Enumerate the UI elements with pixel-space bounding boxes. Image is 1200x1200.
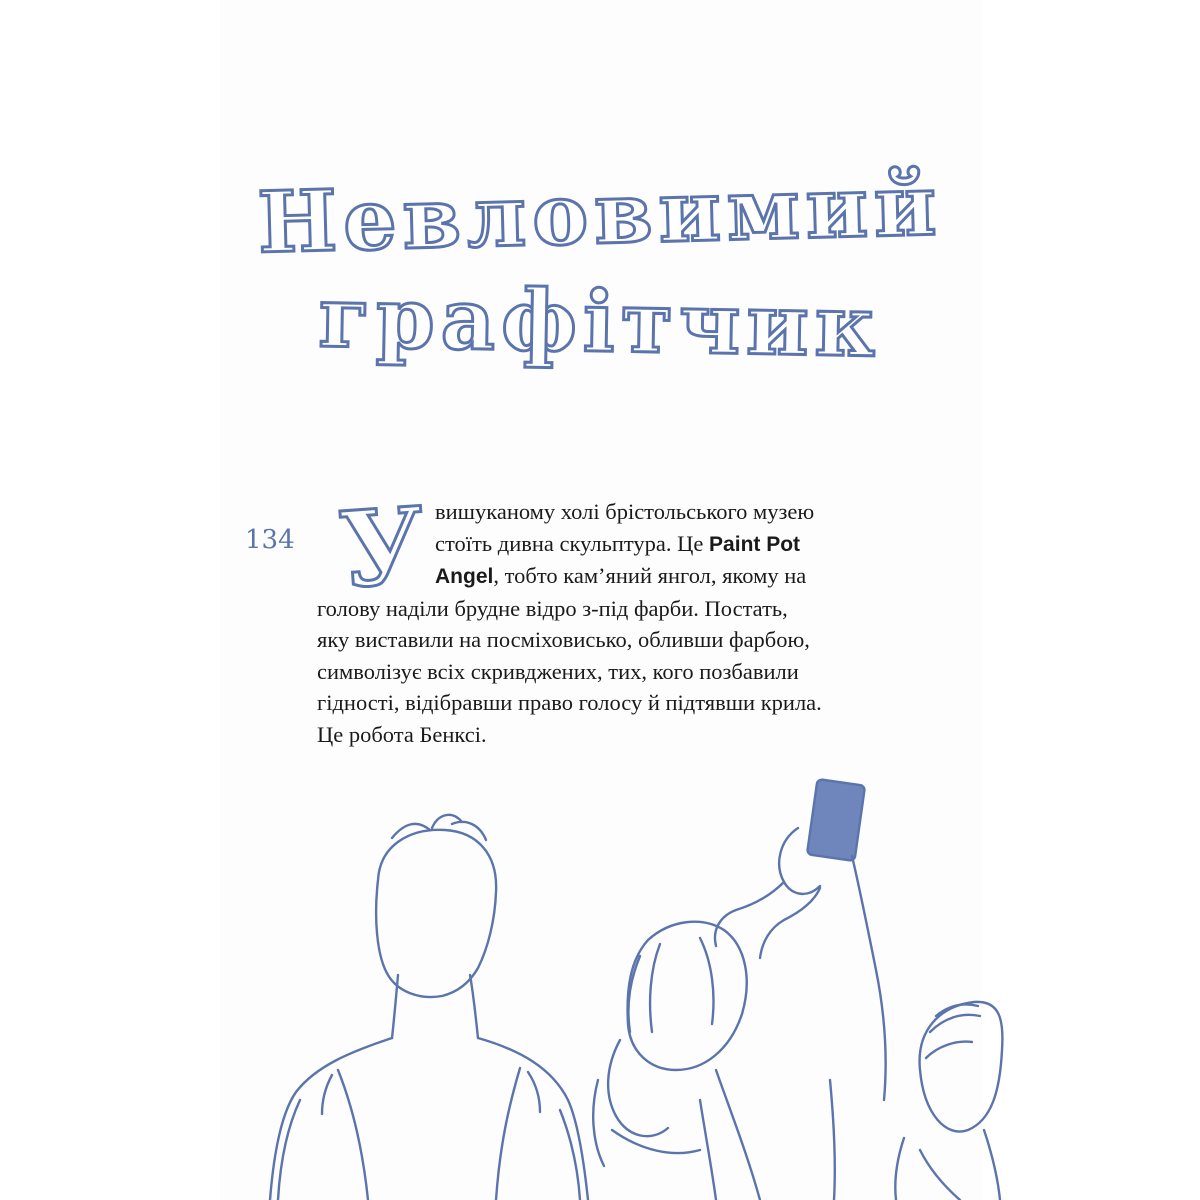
boy-figure xyxy=(270,815,588,1200)
girl-figure xyxy=(593,779,885,1200)
paragraph-text: стоїть дивна скульптура. Це xyxy=(435,530,710,556)
third-figure xyxy=(895,1002,1002,1200)
body-paragraph xyxy=(317,496,897,750)
artwork-name: Paint Pot xyxy=(709,532,801,556)
paragraph-line xyxy=(317,560,897,593)
paragraph-line: символізує всіх скривджених, тих, кого позбавили xyxy=(317,658,799,684)
paragraph-line: гідності, відібравши право голосу й підтявши крила. xyxy=(317,690,822,715)
artwork-name: Angel xyxy=(435,565,494,588)
visitors-illustration xyxy=(0,770,1200,1200)
paragraph-line: голову наділи брудне відро з-під фарби. Постать, xyxy=(317,595,788,621)
paragraph-line xyxy=(317,528,897,561)
page-number: 134 xyxy=(245,525,295,555)
paragraph-line: яку виставили на посміховисько, обливши фарбою, xyxy=(317,627,810,652)
chapter-title-line-2: графітчик xyxy=(317,267,883,376)
chapter-title xyxy=(0,155,1200,376)
paragraph-line: вишуканому холі брістольського музею xyxy=(435,499,815,524)
paragraph-text: , тобто кам’яний янгол, якому на xyxy=(493,563,807,588)
paragraph-line: Це робота Бенксі. xyxy=(317,721,487,747)
drop-cap: У xyxy=(335,483,429,612)
chapter-title-line-1: Невловимий xyxy=(256,155,944,272)
